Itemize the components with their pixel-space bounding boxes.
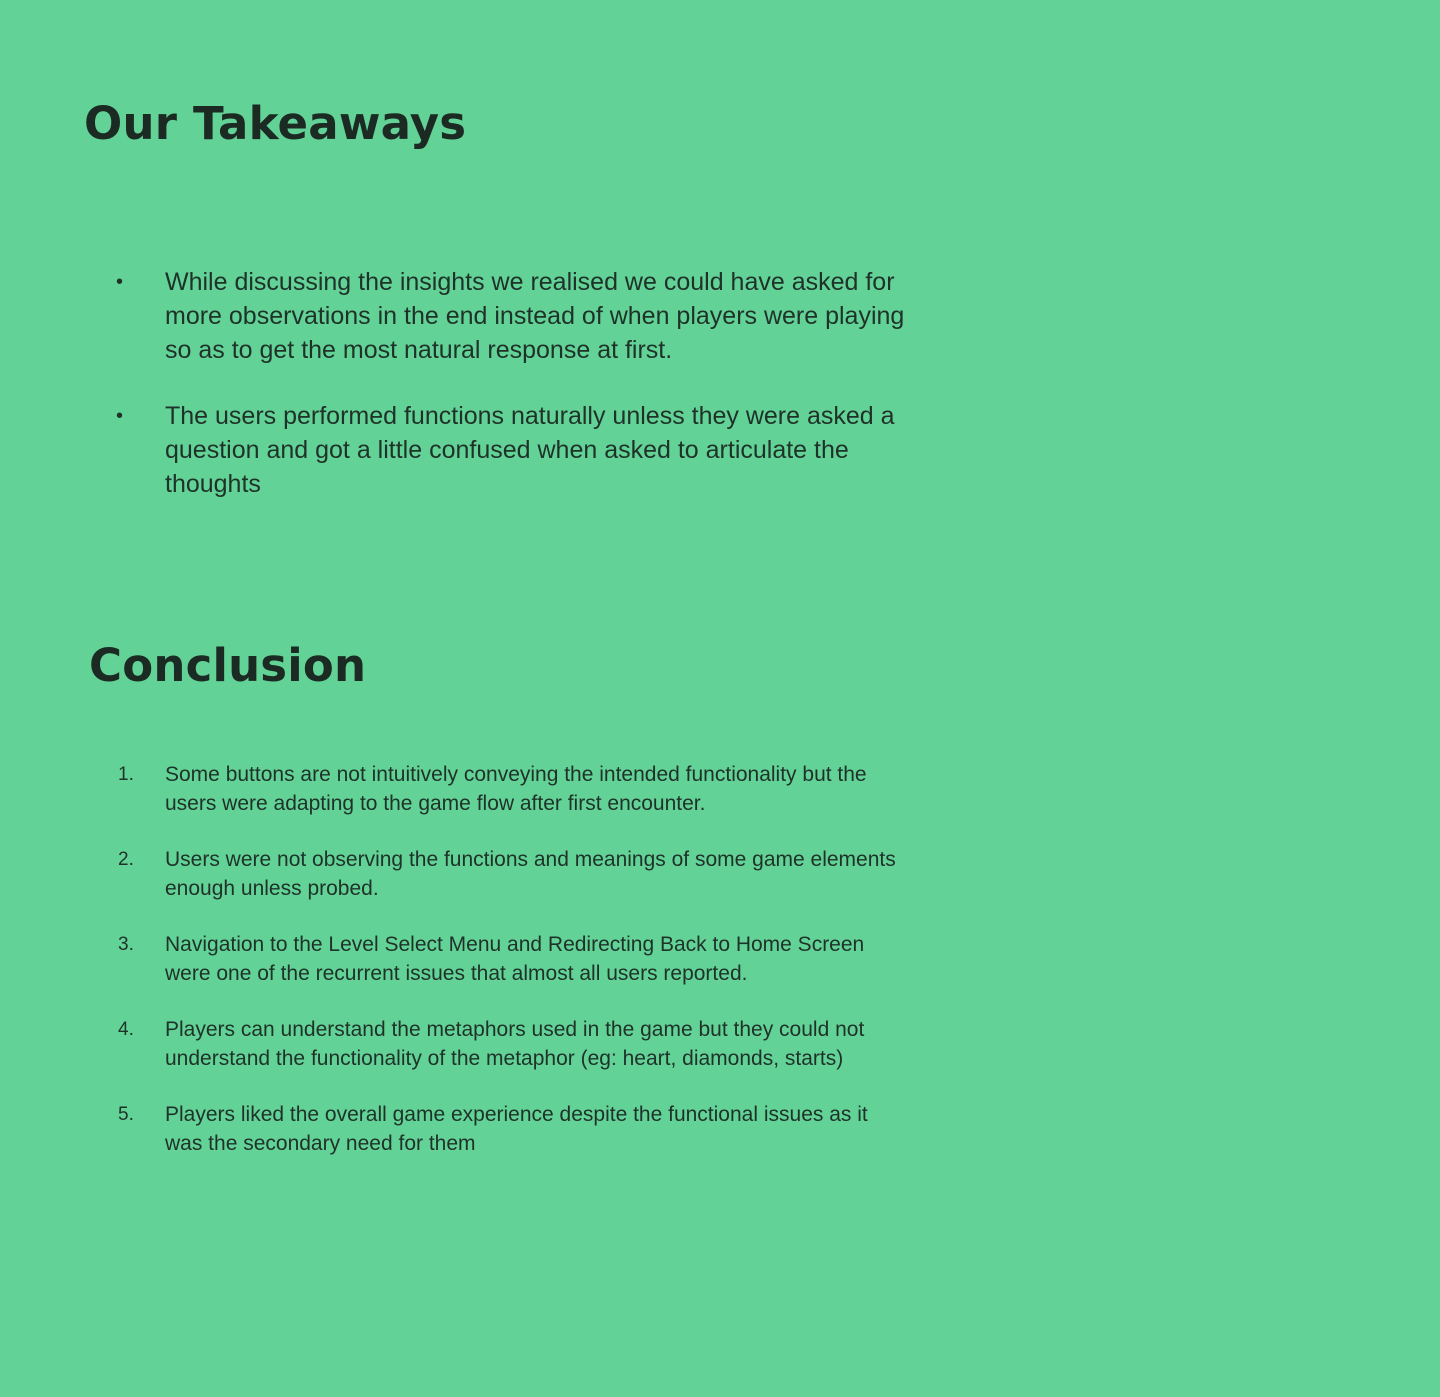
bullet-marker: • (116, 271, 124, 293)
conclusion-list (110, 760, 910, 1185)
list-number: 5. (118, 1104, 134, 1125)
list-number: 1. (118, 764, 134, 785)
list-item-text: Navigation to the Level Select Menu and Redirecting Back to Home Screen were one of the recurrent issues that almost all users reported. (165, 933, 865, 985)
list-number: 4. (118, 1019, 134, 1040)
list-item (110, 930, 910, 988)
bullet-marker: • (116, 405, 124, 427)
takeaways-list (110, 265, 910, 533)
list-item-text: Users were not observing the functions and meanings of some game elements enough unless probed. (165, 848, 896, 900)
list-number: 2. (118, 849, 134, 870)
list-item-text: The users performed functions naturally unless they were asked a question and got a little confused when asked to articulate the thoughts (165, 402, 895, 498)
conclusion-heading: Conclusion (89, 639, 367, 692)
list-item-text: Some buttons are not intuitively conveying the intended functionality but the users were adapting to the game flow after first encounter. (165, 763, 867, 815)
list-item (110, 1100, 910, 1158)
list-item-text: While discussing the insights we realised we could have asked for more observations in the end instead of when players were playing so as to get the most natural response at first. (165, 268, 905, 364)
list-number: 3. (118, 934, 134, 955)
list-item (110, 1015, 910, 1073)
list-item-text: Players can understand the metaphors used in the game but they could not understand the functionality of the metaphor (eg: heart, diamonds, starts) (165, 1018, 865, 1070)
list-item (110, 265, 910, 367)
list-item-text: Players liked the overall game experience despite the functional issues as it was the secondary need for them (165, 1103, 868, 1155)
list-item (110, 760, 910, 818)
list-item (110, 845, 910, 903)
takeaways-heading: Our Takeaways (84, 97, 467, 150)
list-item (110, 399, 910, 501)
